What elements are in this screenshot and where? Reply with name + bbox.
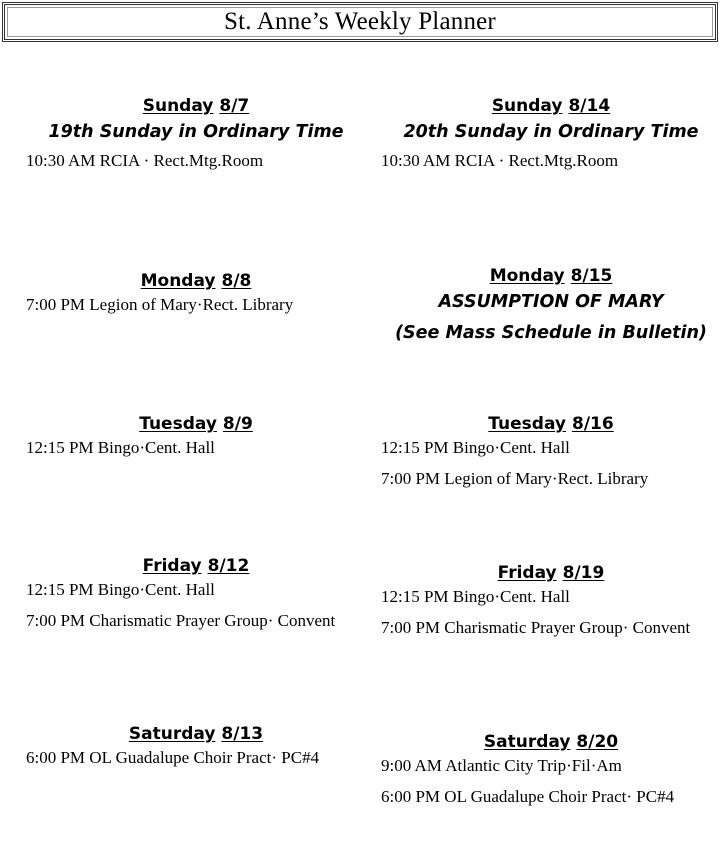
day-block-tuesday-8-16 — [381, 413, 721, 488]
day-note: ASSUMPTION OF MARY — [438, 292, 664, 312]
day-date: 8/15 — [570, 266, 613, 286]
event-item: 12:15 PM Bingo·Cent. Hall — [381, 438, 570, 457]
day-block-monday-8-15 — [381, 265, 721, 349]
event-item: 10:30 AM RCIA · Rect.Mtg.Room — [381, 151, 619, 170]
day-date: 8/13 — [221, 724, 264, 744]
event-item: 7:00 PM Charismatic Prayer Group· Convent — [381, 618, 691, 637]
day-note-secondary: (See Mass Schedule in Bulletin) — [395, 323, 707, 343]
day-date: 8/9 — [222, 414, 253, 434]
day-block-saturday-8-20 — [381, 731, 721, 806]
day-name: Saturday — [128, 724, 216, 744]
day-name: Sunday — [142, 96, 214, 116]
day-name: Monday — [489, 266, 565, 286]
day-date: 8/20 — [576, 732, 619, 752]
day-name: Sunday — [491, 96, 563, 116]
day-name: Friday — [497, 563, 557, 583]
event-item: 12:15 PM Bingo·Cent. Hall — [381, 587, 570, 606]
day-header — [26, 723, 366, 745]
event-item: 6:00 PM OL Guadalupe Choir Pract· PC#4 — [381, 787, 675, 806]
event-item: 12:15 PM Bingo·Cent. Hall — [26, 580, 215, 599]
day-header — [381, 265, 721, 287]
day-date: 8/19 — [562, 563, 605, 583]
page-title: St. Anne’s Weekly Planner — [224, 8, 496, 35]
day-name: Monday — [140, 271, 216, 291]
event-item: 7:00 PM Legion of Mary·Rect. Library — [381, 469, 649, 488]
day-date: 8/16 — [571, 414, 614, 434]
day-date: 8/8 — [221, 271, 252, 291]
day-block-tuesday-8-9 — [26, 413, 366, 457]
day-block-sunday-8-7 — [26, 95, 366, 170]
day-date: 8/7 — [219, 96, 250, 116]
event-item: 10:30 AM RCIA · Rect.Mtg.Room — [26, 151, 264, 170]
event-item: 7:00 PM Legion of Mary·Rect. Library — [26, 295, 294, 314]
day-block-saturday-8-13 — [26, 723, 366, 767]
day-header — [26, 270, 366, 292]
day-header — [26, 95, 366, 117]
day-header — [381, 95, 721, 117]
day-header — [381, 562, 721, 584]
day-block-monday-8-8 — [26, 270, 366, 314]
day-header — [26, 555, 366, 577]
planner-title-box — [2, 2, 718, 42]
event-item: 9:00 AM Atlantic City Trip·Fil·Am — [381, 756, 622, 775]
day-header — [26, 413, 366, 435]
day-name: Friday — [142, 556, 202, 576]
day-date: 8/14 — [568, 96, 611, 116]
event-item: 12:15 PM Bingo·Cent. Hall — [26, 438, 215, 457]
day-name: Tuesday — [488, 414, 566, 434]
day-block-friday-8-12 — [26, 555, 366, 630]
day-date: 8/12 — [207, 556, 250, 576]
day-note: 19th Sunday in Ordinary Time — [48, 122, 344, 142]
day-header — [381, 413, 721, 435]
event-item: 7:00 PM Charismatic Prayer Group· Convent — [26, 611, 336, 630]
event-item: 6:00 PM OL Guadalupe Choir Pract· PC#4 — [26, 748, 320, 767]
day-note: 20th Sunday in Ordinary Time — [403, 122, 699, 142]
day-block-friday-8-19 — [381, 562, 721, 637]
day-name: Tuesday — [139, 414, 217, 434]
day-name: Saturday — [483, 732, 571, 752]
day-header — [381, 731, 721, 753]
day-block-sunday-8-14 — [381, 95, 721, 170]
